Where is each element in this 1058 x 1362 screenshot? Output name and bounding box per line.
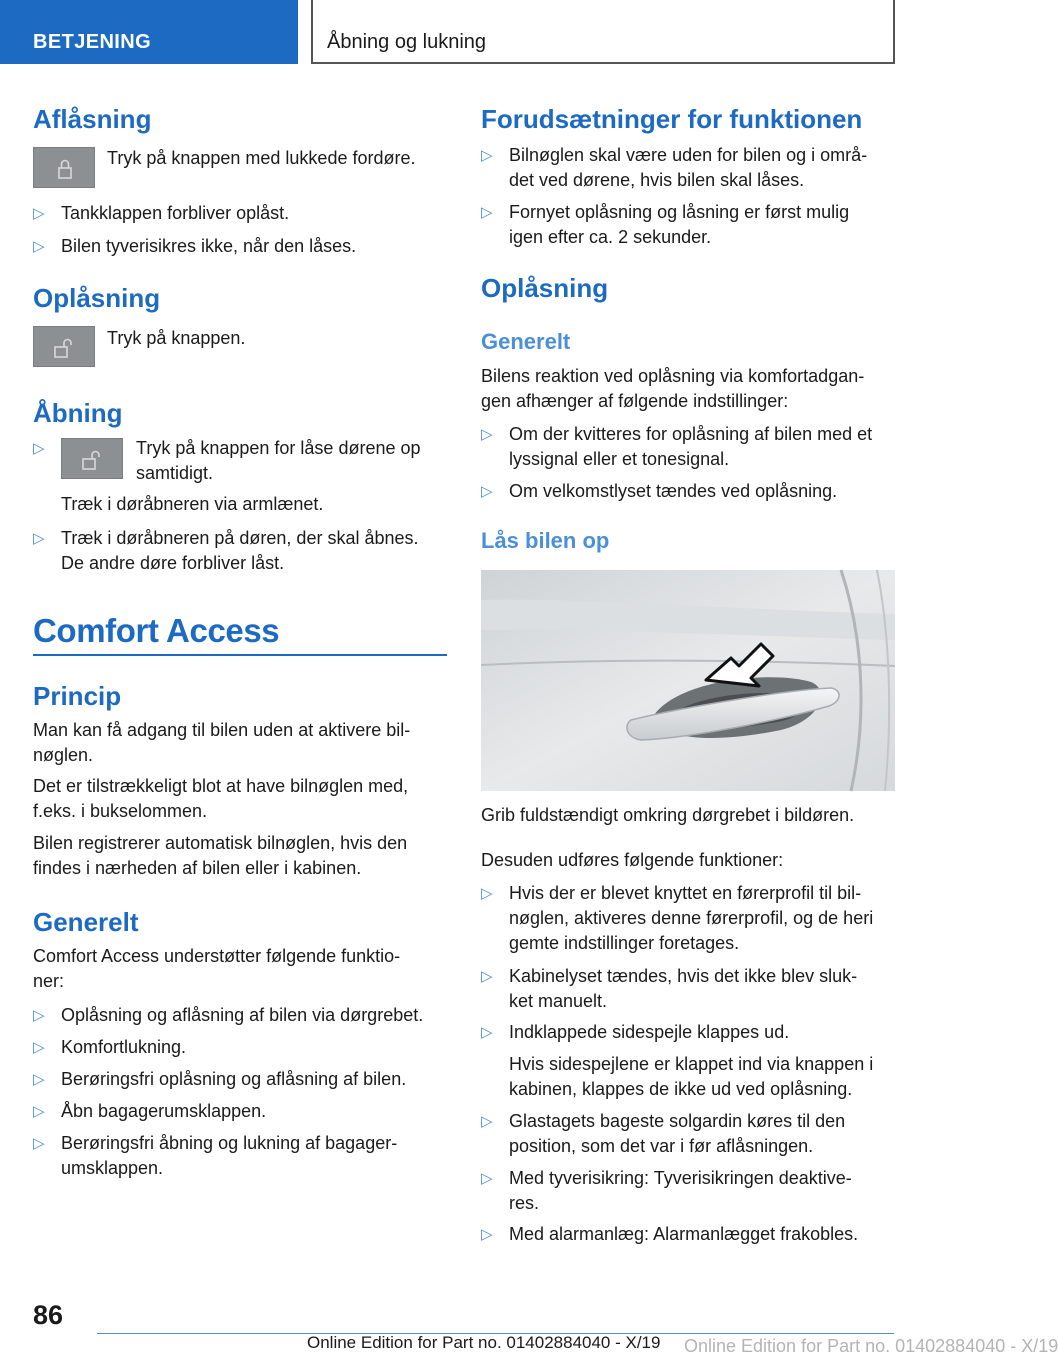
function-line: position, som det var i før aflåsningen.	[509, 1136, 814, 1156]
princip-line: f.eks. i bukselommen.	[33, 801, 208, 821]
generelt-line: ner:	[33, 971, 65, 991]
heading-comfort-access: Comfort Access	[33, 612, 280, 649]
footer-edition: Online Edition for Part no. 01402884040 - X/19	[307, 1333, 661, 1352]
function-line: Indklappede sidespejle klappes ud.	[509, 1022, 790, 1042]
abning-bullet-2-line-1: Træk i døråbneren på døren, der skal åbnes.	[61, 528, 419, 548]
bullet-icon: ▷	[33, 1071, 45, 1088]
bullet-icon: ▷	[33, 440, 45, 457]
generelt-bullet: Berøringsfri åbning og lukning af bagager-	[61, 1133, 398, 1153]
chapter-title: BETJENING	[33, 31, 152, 53]
forud-line: igen efter ca. 2 sekunder.	[509, 227, 712, 247]
bullet-icon: ▷	[33, 1135, 45, 1152]
generelt-right-line: Bilens reaktion ved oplåsning via komfortadgan-	[481, 366, 865, 386]
bullet-icon: ▷	[481, 885, 493, 902]
function-line: Kabinelyset tændes, hvis det ikke blev sluk-	[509, 966, 858, 986]
generelt-bullet: umsklappen.	[61, 1158, 164, 1178]
abning-bullet-1-line-1: Tryk på knappen for låse dørene op	[136, 438, 421, 458]
function-line: Med tyverisikring: Tyverisikringen deaktive-	[509, 1168, 852, 1188]
generelt-line: Comfort Access understøtter følgende funktio-	[33, 946, 401, 966]
heading-forudsaetninger: Forudsætninger for funktionen	[481, 104, 863, 134]
generelt-right-line: Om der kvitteres for oplåsning af bilen med et	[509, 424, 873, 444]
heading-oplasning: Oplåsning	[33, 283, 161, 313]
bullet-icon: ▷	[481, 1170, 493, 1187]
heading-generelt-right: Generelt	[481, 329, 571, 354]
photo-caption: Grib fuldstændigt omkring dørgrebet i bildøren.	[481, 805, 855, 825]
heading-oplasning-right: Oplåsning	[481, 273, 609, 303]
generelt-right-line: gen afhænger af følgende indstillinger:	[481, 391, 789, 411]
bullet-icon: ▷	[481, 204, 493, 221]
heading-abning: Åbning	[33, 398, 123, 428]
generelt-right-line: Om velkomstlyset tændes ved oplåsning.	[509, 481, 838, 501]
door-handle-illustration	[481, 570, 895, 791]
functions-intro: Desuden udføres følgende funktioner:	[481, 850, 784, 870]
heading-generelt: Generelt	[33, 907, 139, 937]
function-line: Glastagets bageste solgardin køres til den	[509, 1111, 846, 1131]
bullet-icon: ▷	[481, 426, 493, 443]
aflasning-bullet-1: Tankklappen forbliver oplåst.	[61, 203, 290, 223]
generelt-bullet: Åbn bagagerumsklappen.	[61, 1101, 267, 1121]
princip-line: findes i nærheden af bilen eller i kabinen.	[33, 858, 362, 878]
function-line: Med alarmanlæg: Alarmanlægget frakobles.	[509, 1224, 859, 1244]
forud-line: Fornyet oplåsning og låsning er først mulig	[509, 202, 850, 222]
abning-bullet-1-follow: Træk i døråbneren via armlænet.	[61, 494, 324, 514]
lock-button-icon	[33, 147, 95, 188]
heading-princip: Princip	[33, 681, 122, 711]
forud-line: det ved dørene, hvis bilen skal låses.	[509, 170, 805, 190]
generelt-bullet: Oplåsning og aflåsning af bilen via dørgrebet.	[61, 1005, 424, 1025]
princip-line: Man kan få adgang til bilen uden at aktivere bil-	[33, 720, 411, 740]
bullet-icon: ▷	[33, 1039, 45, 1056]
generelt-bullet: Berøringsfri oplåsning og aflåsning af bilen.	[61, 1069, 407, 1089]
aflasning-bullet-2: Bilen tyverisikres ikke, når den låses.	[61, 236, 357, 256]
princip-line: Det er tilstrækkeligt blot at have bilnøglen med,	[33, 776, 409, 796]
bullet-icon: ▷	[33, 1007, 45, 1024]
chapter-tab	[0, 0, 298, 64]
bullet-icon: ▷	[481, 1226, 493, 1243]
bullet-icon: ▷	[481, 1024, 493, 1041]
section-header	[311, 0, 895, 64]
abning-bullet-1-line-2: samtidigt.	[136, 463, 214, 483]
function-line: Hvis sidespejlene er klappet ind via knappen i	[509, 1054, 874, 1074]
generelt-bullet: Komfortlukning.	[61, 1037, 187, 1057]
page-number: 86	[33, 1300, 64, 1330]
bullet-icon: ▷	[33, 205, 45, 222]
forud-line: Bilnøglen skal være uden for bilen og i områ-	[509, 145, 868, 165]
bullet-icon: ▷	[33, 530, 45, 547]
function-line: res.	[509, 1193, 540, 1213]
oplasning-button-text: Tryk på knappen.	[107, 328, 246, 348]
function-line: nøglen, aktiveres denne førerprofil, og de heri	[509, 908, 874, 928]
bullet-icon: ▷	[481, 147, 493, 164]
princip-line: Bilen registrerer automatisk bilnøglen, hvis den	[33, 833, 408, 853]
bullet-icon: ▷	[33, 1103, 45, 1120]
abning-bullet-2-line-2: De andre døre forbliver låst.	[61, 553, 285, 573]
heading-las-bilen-op: Lås bilen op	[481, 528, 610, 553]
bullet-icon: ▷	[481, 483, 493, 500]
section-divider	[33, 654, 447, 656]
watermark: Online Edition for Part no. 01402884040 - X/19	[684, 1336, 1058, 1356]
heading-aflasning: Aflåsning	[33, 104, 152, 134]
princip-line: nøglen.	[33, 745, 94, 765]
unlock-button-icon	[61, 438, 123, 479]
generelt-right-line: lyssignal eller et tonesignal.	[509, 449, 730, 469]
unlock-button-icon	[33, 326, 95, 367]
section-title: Åbning og lukning	[327, 31, 487, 53]
function-line: kabinen, klappes de ikke ud ved oplåsning.	[509, 1079, 853, 1099]
function-line: ket manuelt.	[509, 991, 608, 1011]
function-line: Hvis der er blevet knyttet en førerprofil til bil-	[509, 883, 862, 903]
function-line: gemte indstillinger foretages.	[509, 933, 740, 953]
bullet-icon: ▷	[481, 1113, 493, 1130]
bullet-icon: ▷	[481, 968, 493, 985]
bullet-icon: ▷	[33, 238, 45, 255]
aflasning-button-text: Tryk på knappen med lukkede fordøre.	[107, 148, 416, 168]
